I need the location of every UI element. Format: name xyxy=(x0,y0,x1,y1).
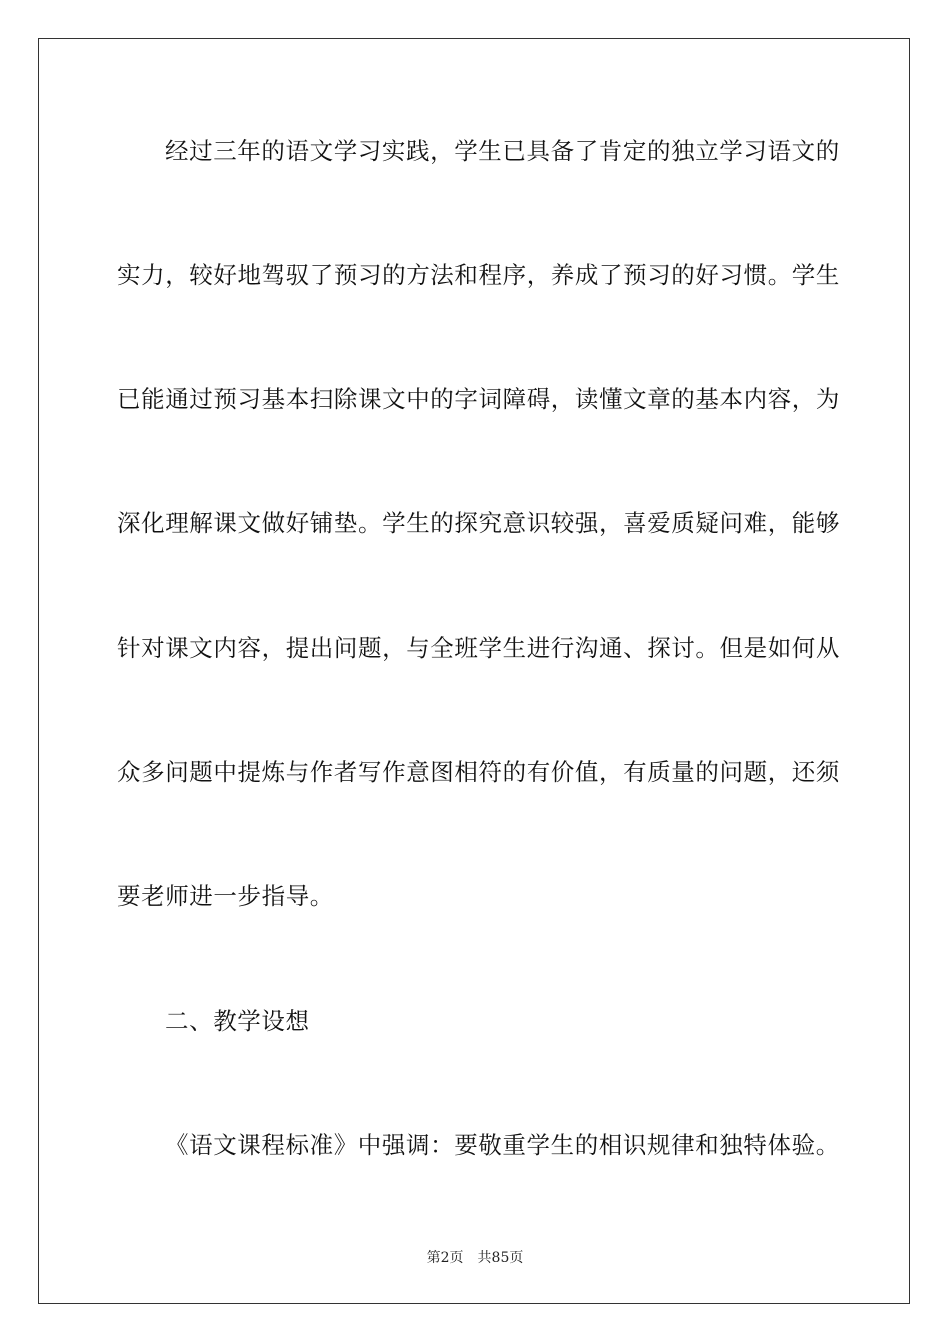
page-footer xyxy=(0,1248,950,1268)
paragraph-line: 众多问题中提炼与作者写作意图相符的有价值，有质量的问题，还须 xyxy=(117,758,840,786)
section-heading: 二、教学设想 xyxy=(165,1007,310,1035)
page-border xyxy=(38,38,910,1304)
page-total: 共85页 xyxy=(477,1250,524,1266)
paragraph-line: 针对课文内容，提出问题，与全班学生进行沟通、探讨。但是如何从 xyxy=(117,634,840,662)
paragraph-line: 要老师进一步指导。 xyxy=(117,882,334,910)
paragraph-line: 深化理解课文做好铺垫。学生的探究意识较强，喜爱质疑问难，能够 xyxy=(117,509,840,537)
paragraph-line: 《语文课程标准》中强调：要敬重学生的相识规律和独特体验。 xyxy=(165,1131,840,1159)
paragraph-line: 实力，较好地驾驭了预习的方法和程序，养成了预习的好习惯。学生 xyxy=(117,261,840,289)
paragraph-line: 已能通过预习基本扫除课文中的字词障碍，读懂文章的基本内容，为 xyxy=(117,385,840,413)
page-number: 第2页 xyxy=(426,1250,464,1266)
paragraph-line: 经过三年的语文学习实践，学生已具备了肯定的独立学习语文的 xyxy=(165,137,840,165)
